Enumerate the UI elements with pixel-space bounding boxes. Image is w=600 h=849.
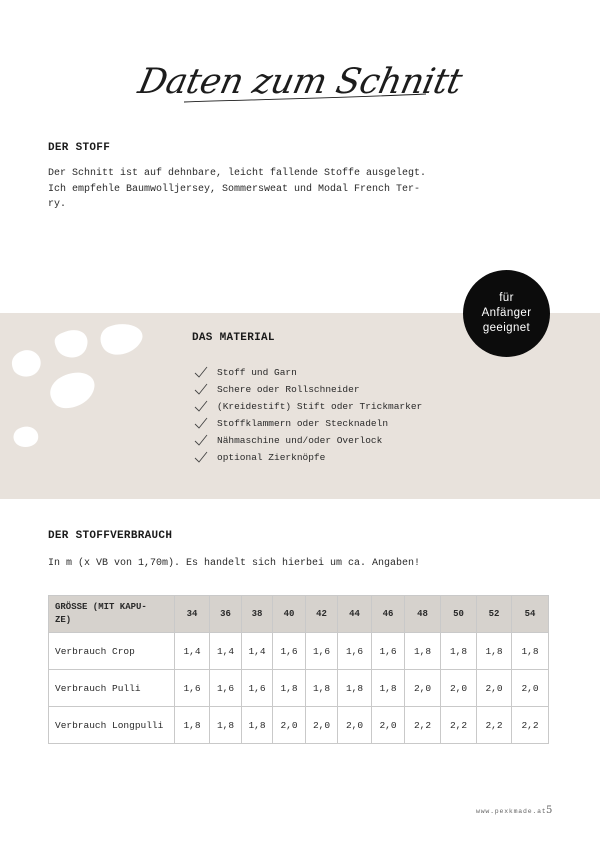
table-cell: 1,6 [242, 670, 273, 707]
list-item [192, 398, 422, 415]
table-cell: 1,8 [242, 707, 273, 744]
column-header: 48 [405, 596, 441, 633]
checkmark-icon [192, 433, 210, 449]
title-underline-swash [182, 70, 432, 110]
fabric-line: Der Schnitt ist auf dehnbare, leicht fallende Stoffe ausgelegt. [48, 168, 427, 179]
column-header: 44 [338, 596, 372, 633]
row-label: Verbrauch Longpulli [49, 707, 175, 744]
fabric-text [48, 166, 426, 213]
badge-line: geeignet [482, 322, 531, 334]
material-heading: DAS MATERIAL [192, 332, 275, 344]
table-cell: 1,8 [273, 670, 306, 707]
column-header: 42 [306, 596, 338, 633]
table-cell: 1,4 [175, 633, 210, 670]
footer-url: www.pexkmade.at [476, 808, 547, 815]
checkmark-icon [192, 450, 210, 466]
table-cell: 2,0 [512, 670, 549, 707]
table-cell: 2,2 [405, 707, 441, 744]
decorative-brush-blobs [0, 313, 160, 499]
list-item [192, 432, 422, 449]
list-item-label: Stoffklammern oder Stecknadeln [217, 418, 389, 429]
table-cell: 1,8 [306, 670, 338, 707]
table-cell: 2,0 [372, 707, 405, 744]
list-item [192, 364, 422, 381]
beginner-badge [463, 270, 550, 357]
header-line: GRÖSSE (MIT KAPU- [55, 602, 147, 612]
list-item-label: Stoff und Garn [217, 367, 297, 378]
table-cell: 1,8 [441, 633, 477, 670]
material-list [192, 364, 422, 466]
table-cell: 1,6 [273, 633, 306, 670]
column-header: 46 [372, 596, 405, 633]
table-cell: 2,2 [512, 707, 549, 744]
checkmark-icon [192, 365, 210, 381]
table-cell: 1,6 [175, 670, 210, 707]
column-header: 54 [512, 596, 549, 633]
usage-heading: DER STOFFVERBRAUCH [48, 530, 173, 542]
table-header-row [49, 596, 549, 633]
table-row [49, 707, 549, 744]
list-item [192, 381, 422, 398]
table-cell: 2,0 [441, 670, 477, 707]
list-item-label: Nähmaschine und/oder Overlock [217, 435, 383, 446]
table-cell: 1,6 [210, 670, 242, 707]
list-item-label: Schere oder Rollschneider [217, 384, 360, 395]
table-cell: 1,4 [210, 633, 242, 670]
page-number: 5 [546, 805, 553, 816]
list-item-label: optional Zierknöpfe [217, 452, 326, 463]
fabric-line: Ich empfehle Baumwolljersey, Sommersweat und Modal French Ter- [48, 183, 421, 195]
table-row [49, 633, 549, 670]
table-cell: 2,0 [306, 707, 338, 744]
table-cell: 1,8 [338, 670, 372, 707]
badge-line: für [499, 292, 514, 304]
column-header: 36 [210, 596, 242, 633]
table-cell: 2,0 [477, 670, 512, 707]
row-label: Verbrauch Pulli [49, 670, 175, 707]
header-line: ZE) [55, 615, 72, 625]
table-cell: 1,6 [372, 633, 405, 670]
table-cell: 2,0 [338, 707, 372, 744]
column-header: 34 [175, 596, 210, 633]
list-item [192, 449, 422, 466]
table-cell: 1,8 [405, 633, 441, 670]
table-cell: 2,0 [273, 707, 306, 744]
table-cell: 1,8 [210, 707, 242, 744]
table-cell: 1,8 [512, 633, 549, 670]
list-item-label: (Kreidestift) Stift oder Trickmarker [217, 401, 423, 412]
table-cell: 1,8 [477, 633, 512, 670]
column-header-size [49, 596, 175, 633]
fabric-usage-table [48, 595, 549, 744]
column-header: 38 [242, 596, 273, 633]
usage-note: In m (x VB von 1,70m). Es handelt sich hierbei um ca. Angaben! [48, 558, 421, 569]
checkmark-icon [192, 416, 210, 432]
table-cell: 1,6 [306, 633, 338, 670]
table-cell: 2,2 [477, 707, 512, 744]
fabric-heading: DER STOFF [48, 142, 111, 154]
column-header: 40 [273, 596, 306, 633]
column-header: 52 [477, 596, 512, 633]
badge-line: Anfänger [481, 307, 532, 319]
table-cell: 2,0 [405, 670, 441, 707]
checkmark-icon [192, 399, 210, 415]
column-header: 50 [441, 596, 477, 633]
table-cell: 2,2 [441, 707, 477, 744]
page-title: Daten zum Schnitt [134, 62, 466, 102]
list-item [192, 415, 422, 432]
table-cell: 1,4 [242, 633, 273, 670]
checkmark-icon [192, 382, 210, 398]
table-cell: 1,8 [372, 670, 405, 707]
row-label: Verbrauch Crop [49, 633, 175, 670]
table-row [49, 670, 549, 707]
fabric-line: ry. [48, 199, 67, 210]
table-cell: 1,8 [175, 707, 210, 744]
table-cell: 1,6 [338, 633, 372, 670]
